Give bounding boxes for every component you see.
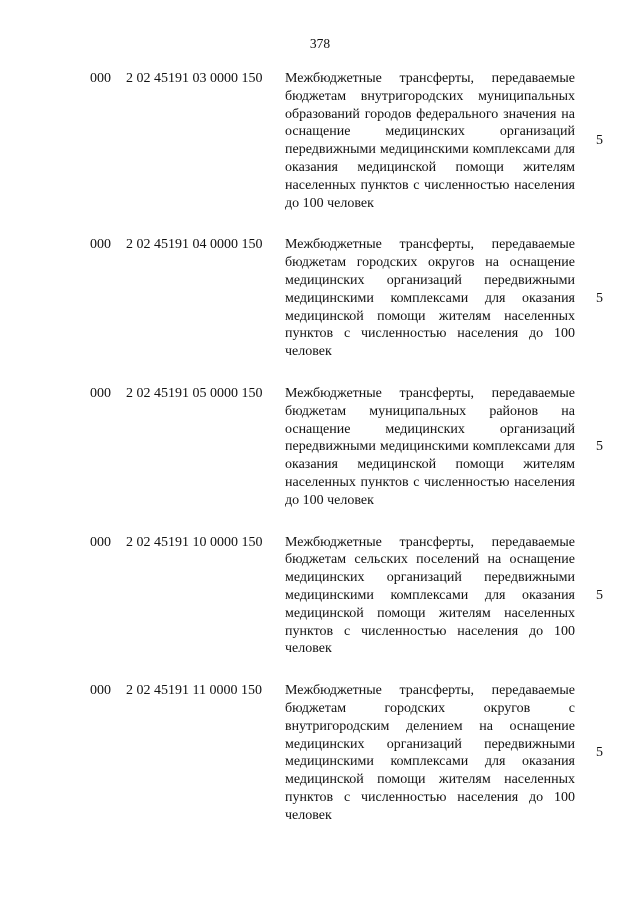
table-row	[0, 682, 640, 824]
table-row	[0, 385, 640, 510]
budget-table	[0, 70, 640, 848]
budget-classification-code: 2 02 45191 04 0000 150	[126, 237, 263, 253]
admin-code: 000	[90, 683, 111, 699]
admin-code: 000	[90, 534, 111, 550]
table-row	[0, 534, 640, 659]
amount: 5	[596, 133, 603, 149]
amount: 5	[596, 587, 603, 603]
amount: 5	[596, 745, 603, 761]
income-description: Межбюджетные трансферты, передаваемые бюджетам городских округов на оснащение медицинских организаций передвижными медицинскими комплексами для оказания медицинской помощи жителям населенных пунктов с численностью населения до 100 человек	[285, 237, 575, 360]
table-row	[0, 70, 640, 212]
amount: 5	[596, 290, 603, 306]
income-description: Межбюджетные трансферты, передаваемые бюджетам внутригородских муниципальных образований городов федерального значения на оснащение медицинских организаций передвижными медицинскими комплексами для оказания медицинской помощи жителям населенных пунктов с численностью населения до 100 человек	[285, 71, 575, 211]
income-description: Межбюджетные трансферты, передаваемые бюджетам городских округов с внутригородским делением на оснащение медицинских организаций передвижными медицинскими комплексами для оказания медицинской помощи жителям населенных пунктов с численностью населения до 100 человек	[285, 683, 575, 823]
table-row	[0, 236, 640, 361]
budget-classification-code: 2 02 45191 03 0000 150	[126, 71, 263, 86]
budget-classification-code: 2 02 45191 05 0000 150	[126, 385, 263, 401]
amount: 5	[596, 439, 603, 455]
admin-code: 000	[90, 385, 111, 401]
admin-code: 000	[90, 237, 111, 253]
budget-classification-code: 2 02 45191 11 0000 150	[126, 683, 262, 699]
admin-code: 000	[90, 71, 111, 86]
budget-classification-code: 2 02 45191 10 0000 150	[126, 534, 263, 550]
page-number: 378	[309, 36, 331, 51]
income-description: Межбюджетные трансферты, передаваемые бюджетам сельских поселений на оснащение медицинских организаций передвижными медицинскими комплексами для оказания медицинской помощи жителям населенных пунктов с численностью населения до 100 человек	[285, 534, 575, 657]
income-description: Межбюджетные трансферты, передаваемые бюджетам муниципальных районов на оснащение медицинских организаций передвижными медицинскими комплексами для оказания медицинской помощи жителям населенных пунктов с численностью населения до 100 человек	[285, 385, 575, 508]
